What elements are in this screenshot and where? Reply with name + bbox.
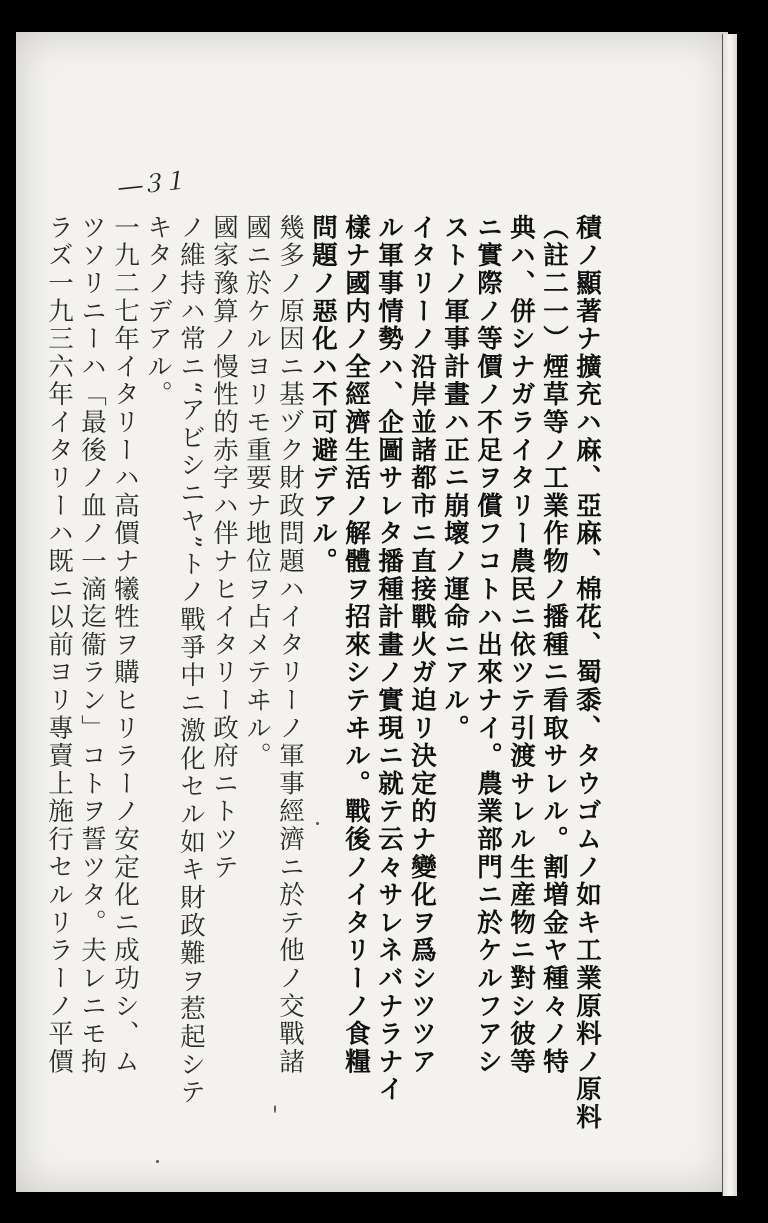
page-number: ―３１: [116, 166, 186, 202]
text-line-12: 國家豫算ノ慢性的赤字ハ伴ナヒイタリー政府ニトツテ: [209, 214, 239, 882]
dust-speck: [156, 1160, 159, 1163]
text-line-5: ストノ軍事計畫ハ正ニ崩壞ノ運命ニアル。: [440, 214, 470, 743]
text-line-2: （註二一）煙草等ノ工業作物ノ播種ニ看取サレル。割増金ヤ種々ノ特: [539, 214, 569, 1076]
text-line-9: 問題ノ惡化ハ不可避デアル。: [308, 214, 338, 576]
book-page-edge: [722, 34, 737, 1196]
dust-speck: [274, 1105, 276, 1113]
vertical-text-body: [44, 214, 602, 1132]
text-line-11: 國ニ於ケルヨリモ重要ナ地位ヲ占メテヰル。: [242, 214, 272, 770]
text-line-10: 幾多ノ原因ニ基ヅク財政問題ハイタリーノ軍事經濟ニ於テ他ノ交戰諸: [275, 214, 305, 1076]
text-line-14: キタノデアル。: [143, 214, 173, 409]
text-line-1: 積ノ顯著ナ擴充ハ麻、亞麻、棉花、蜀黍、タウゴムノ如キ工業原料ノ原料: [572, 214, 602, 1132]
text-line-3: 典ハ、併シナガライタリー農民ニ依ツテ引渡サレル生産物ニ對シ彼等: [506, 214, 536, 1076]
text-line-13: ノ維持ハ常ニ“アビシニヤ”トノ戰爭中ニ激化セル如キ財政難ヲ惹起シテ: [176, 214, 206, 1107]
text-line-15: 一九二七年イタリーハ高價ナ犧牲ヲ購ヒリラーノ安定化ニ成功シ、ム: [110, 214, 140, 1076]
text-line-6: イタリーノ沿岸並諸都市ニ直接戰火ガ迫リ決定的ナ變化ヲ爲シツツア: [407, 214, 437, 1076]
text-line-17: ラズ一九三六年イタリーハ既ニ以前ヨリ專賣上施行セルリラーノ平價: [44, 214, 74, 1076]
text-line-16: ツソリニーハ「最後ノ血ノ一滴迄衞ラン」コトヲ誓ツタ。夫レニモ拘: [77, 214, 107, 1076]
text-line-4: ニ實際ノ等價ノ不足ヲ償フコトハ出來ナイ。農業部門ニ於ケルフアシ: [473, 214, 503, 1076]
dust-speck: [316, 822, 319, 825]
text-line-7: ル軍事情勢ハ、企圖サレタ播種計畫ノ實現ニ就テ云々サレネバナラナイ: [374, 214, 404, 1104]
text-line-8: 樣ナ國内ノ全經濟生活ノ解體ヲ招來シテヰル。戰後ノイタリーノ食糧: [341, 214, 371, 1076]
